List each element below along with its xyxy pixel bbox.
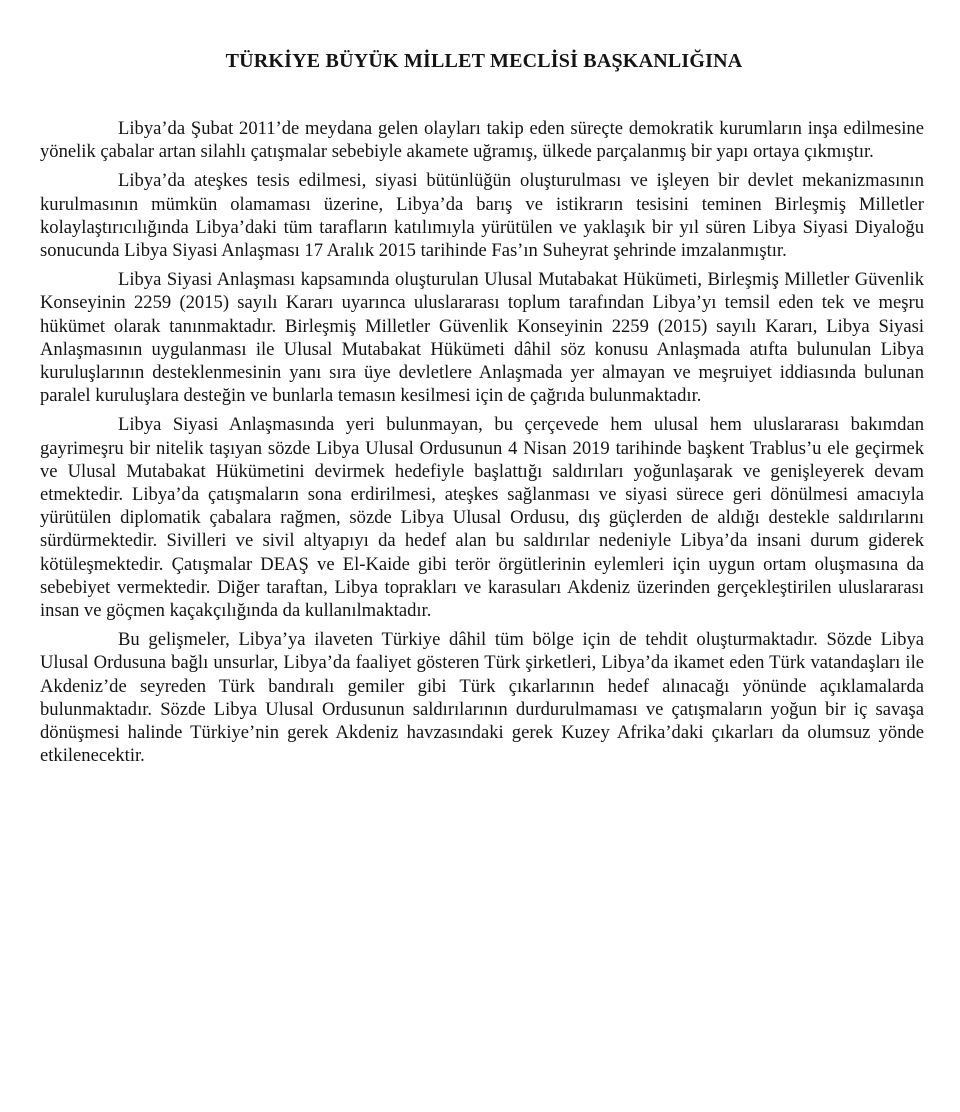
document-title: TÜRKİYE BÜYÜK MİLLET MECLİSİ BAŞKANLIĞINA bbox=[225, 50, 743, 72]
paragraph-2: Libya’da ateşkes tesis edilmesi, siyasi bütünlüğün oluşturulması ve işleyen bir devlet mekanizmasının kurulmasının mümkün olamaması üzerine, Libya’da barış ve istikrarın tesisini teminen Birleşmiş Milletler kolaylaştırıcılığında Libya’daki tüm tarafların katılımıyla yürütülen ve yaklaşık bir yıl süren Libya Siyasi Diyaloğu sonucunda Libya Siyasi Anlaşması 17 Aralık 2015 tarihinde Fas’ın Suheyrat şehrinde imzalanmıştır. bbox=[40, 170, 924, 262]
paragraph-3: Libya Siyasi Anlaşması kapsamında oluşturulan Ulusal Mutabakat Hükümeti, Birleşmiş Milletler Güvenlik Konseyinin 2259 (2015) sayılı Kararı uyarınca uluslararası toplum tarafından Libya’yı temsil eden tek ve meşru hükümet olarak tanınmaktadır. Birleşmiş Milletler Güvenlik Konseyinin 2259 (2015) sayılı Kararı, Libya Siyasi Anlaşmasının uygulanması ile Ulusal Mutabakat Hükümeti dâhil söz konusu Anlaşmada atıfta bulunulan Libya kuruluşlarının desteklenmesinin yanı sıra üye devletlere Anlaşmada yer almayan ve meşruiyet iddiasında bulunan paralel kuruluşlara desteğin ve bunlarla temasın kesilmesi için de çağrıda bulunmaktadır. bbox=[40, 269, 924, 407]
paragraph-4: Libya Siyasi Anlaşmasında yeri bulunmayan, bu çerçevede hem ulusal hem uluslararası bakımdan gayrimeşru bir nitelik taşıyan sözde Libya Ulusal Ordusunun 4 Nisan 2019 tarihinde başkent Trablus’u ele geçirmek ve Ulusal Mutabakat Hükümetini devirmek hedefiyle başlattığı saldırıları yoğunlaşarak ve genişleyerek devam etmektedir. Libya’da çatışmaların sona erdirilmesi, ateşkes sağlanması ve siyasi sürece geri dönülmesi amacıyla yürütülen diplomatik çabalara rağmen, sözde Libya Ulusal Ordusu, dış güçlerden de aldığı destekle saldırılarını sürdürmektedir. Sivilleri ve sivil altyapıyı da hedef alan bu saldırılar nedeniyle Libya’da insani durum giderek kötüleşmektedir. Çatışmalar DEAŞ ve El-Kaide gibi terör örgütlerinin eylemleri için uygun ortam oluşmasına da sebebiyet vermektedir. Diğer taraftan, Libya toprakları ve karasuları Akdeniz üzerinden gerçekleştirilen uluslararası insan ve göçmen kaçakçılığında da kullanılmaktadır. bbox=[40, 414, 924, 622]
paragraph-1: Libya’da Şubat 2011’de meydana gelen olayları takip eden süreçte demokratik kurumların inşa edilmesine yönelik çabalar artan silahlı çatışmalar sebebiyle akamete uğramış, ülkede parçalanmış bir yapı ortaya çıkmıştır. bbox=[40, 118, 924, 163]
paragraph-5: Bu gelişmeler, Libya’ya ilaveten Türkiye dâhil tüm bölge için de tehdit oluşturmaktadır. Sözde Libya Ulusal Ordusuna bağlı unsurlar, Libya’da faaliyet gösteren Türk şirketleri, Libya’da ikamet eden Türk vatandaşları ile Akdeniz’de seyreden Türk bandıralı gemiler gibi Türk çıkarlarının hedef alınacağı yönünde açıklamalarda bulunmaktadır. Sözde Libya Ulusal Ordusunun saldırılarının durdurulmaması ve çatışmaların yoğun bir iç savaşa dönüşmesi halinde Türkiye’nin gerek Akdeniz havzasındaki gerek Kuzey Afrika’daki çıkarları da olumsuz yönde etkilenecektir. bbox=[40, 629, 924, 767]
document-page bbox=[40, 50, 924, 773]
